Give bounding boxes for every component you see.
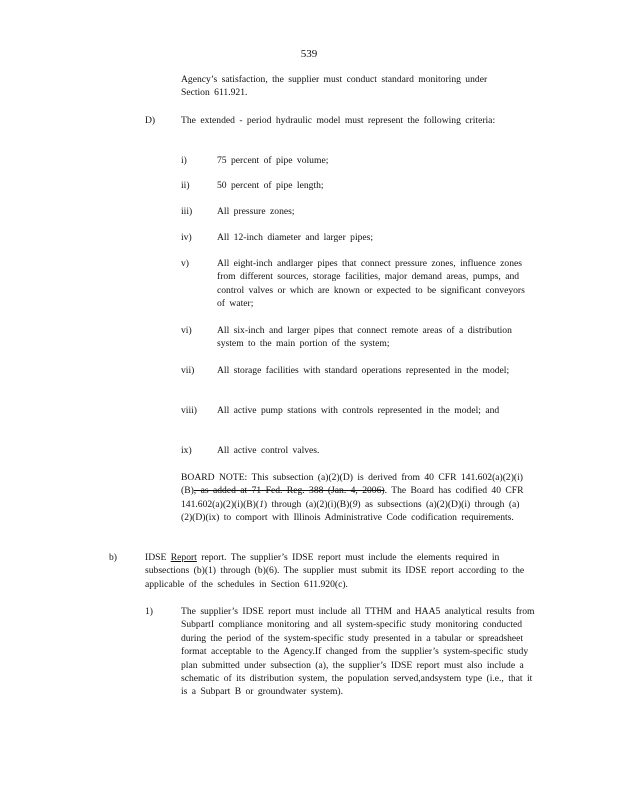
board-note-text: ) through (a)(2)(i)(B)( — [263, 498, 353, 510]
item-b-inserted-text: Report — [170, 552, 197, 563]
item-d-text: The extended - period hydraulic model must represent the following criteria: — [181, 115, 496, 126]
board-note-struck-text: , as added at 71 Fed. Reg. 388 (Jan. 4, 2006) — [193, 485, 385, 497]
criterion-text: All 12-inch diameter and larger pipes; — [217, 232, 374, 243]
item-b-text-part: report. The supplier’s IDSE report must include the elements required in subsections (b)(1) through (b)(6). The supplier must submit its IDSE report according to the applicable of the schedules in Section 611.920(c). — [145, 552, 525, 590]
board-note-italic: 9 — [352, 498, 358, 510]
item-1-label: 1) — [145, 606, 153, 617]
criterion-text: 75 percent of pipe volume; — [217, 155, 329, 166]
criterion-text: All active pump stations with controls represented in the model; and — [217, 405, 500, 416]
criterion-label: vi) — [181, 325, 192, 336]
criterion-label: ix) — [181, 445, 192, 456]
board-note — [181, 471, 526, 525]
item-b-label: b) — [109, 552, 117, 563]
board-note-text: BOARD NOTE: This subsection (a)(2)(D) is derived from 40 CFR 141.602(a)(2)(i)(B) — [181, 472, 523, 497]
item-b-text-part: IDSE — [145, 552, 167, 563]
criterion-text: All eight-inch andlarger pipes that connect pressure zones, influence zones from different sources, storage facilities, major demand areas, pumps, and control valves or which are known or expected to be significant conveyors of water; — [217, 258, 525, 310]
board-note-italic: 1 — [259, 498, 264, 510]
criterion-label: iv) — [181, 232, 192, 243]
page-number: 539 — [300, 48, 318, 60]
item-b-text — [145, 551, 525, 591]
continuation-paragraph: Agency’s satisfaction, the supplier must conduct standard monitoring under Section 611.921. — [181, 74, 488, 99]
criterion-text: 50 percent of pipe length; — [217, 180, 324, 191]
criterion-label: viii) — [181, 405, 197, 416]
criterion-text: All pressure zones; — [217, 206, 295, 217]
item-1-text: The supplier’s IDSE report must include all TTHM and HAA5 analytical results from SubpartI compliance monitoring and all system-specific study monitoring conducted during the period of the system-specific study presented in a tabular or spreadsheet format acceptable to the Agency.If changed from the supplier’s system-specific study plan submitted under subsection (a), the supplier’s IDSE report must also include a schematic of its distribution system, the population served,andsystem type (i.e., that it is a Subpart B or groundwater system). — [181, 606, 535, 698]
criterion-label: ii) — [181, 180, 190, 191]
criterion-text: All six-inch and larger pipes that connect remote areas of a distribution system to the main portion of the system; — [217, 325, 512, 350]
criterion-label: vii) — [181, 365, 195, 376]
criterion-label: iii) — [181, 206, 193, 217]
criterion-text: All storage facilities with standard operations represented in the model; — [217, 365, 510, 376]
board-note-text: . The Board has codified 40 CFR 141.602(a)(2)(i)(B)( — [181, 485, 524, 510]
board-note-text: ) as subsections (a)(2)(D)(i) through (a)(2)(D)(ix) to comport with Illinois Administrative Code codification requirements. — [181, 498, 520, 524]
criterion-label: i) — [181, 155, 187, 166]
criterion-text: All active control valves. — [217, 445, 320, 456]
criterion-label: v) — [181, 258, 189, 269]
item-d-label: D) — [145, 115, 156, 126]
